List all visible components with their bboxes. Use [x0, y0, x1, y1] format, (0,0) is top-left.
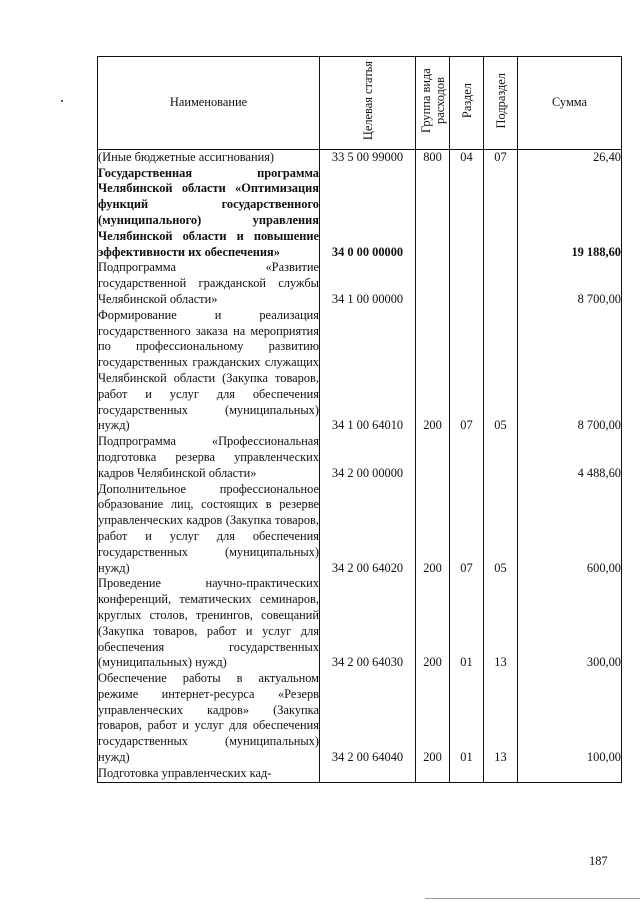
table-row	[98, 671, 622, 766]
table-row	[98, 308, 622, 434]
row-target-code: 34 2 00 64030	[320, 576, 416, 671]
scan-edge-line	[425, 898, 640, 899]
table-header-row	[98, 57, 622, 150]
header-name	[98, 57, 320, 150]
row-expense-group	[416, 434, 450, 481]
row-sum: 26,40	[518, 149, 622, 165]
table-row	[98, 260, 622, 307]
row-expense-group: 200	[416, 308, 450, 434]
header-sum-label: Сумма	[551, 95, 588, 109]
row-section: 07	[450, 482, 484, 577]
row-sum: 100,00	[518, 671, 622, 766]
header-section-label: Раздел	[459, 82, 474, 119]
row-subsection: 07	[484, 149, 518, 165]
row-section	[450, 766, 484, 782]
row-sum	[518, 766, 622, 782]
header-subsection-label: Подраздел	[493, 72, 508, 129]
row-target-code: 33 5 00 99000	[320, 149, 416, 165]
table-row	[98, 434, 622, 481]
row-name: (Иные бюджетные ассигнования)	[98, 149, 320, 165]
row-section: 07	[450, 308, 484, 434]
row-name: Дополнительное профессиональное образование лиц, состоящих в резерве управленческих кадров (Закупка товаров, работ и услуг для обеспечения государственных (муниципальных) нужд)	[98, 481, 319, 575]
header-sum	[518, 57, 622, 150]
row-sum: 4 488,60	[518, 434, 622, 481]
row-subsection: 13	[484, 576, 518, 671]
row-target-code	[320, 766, 416, 782]
header-group	[416, 57, 450, 150]
row-subsection: 05	[484, 308, 518, 434]
row-target-code: 34 0 00 00000	[320, 166, 416, 261]
page-number: 187	[589, 854, 608, 868]
row-sum: 8 700,00	[518, 260, 622, 307]
table-row	[98, 766, 622, 782]
row-target-code: 34 1 00 00000	[320, 260, 416, 307]
row-name: Подпрограмма «Развитие государственной гражданской службы Челябинской области»	[98, 260, 319, 306]
row-subsection: 05	[484, 482, 518, 577]
row-section	[450, 434, 484, 481]
row-subsection	[484, 166, 518, 261]
row-sum: 300,00	[518, 576, 622, 671]
row-expense-group	[416, 260, 450, 307]
row-subsection	[484, 766, 518, 782]
row-expense-group: 200	[416, 671, 450, 766]
row-expense-group: 200	[416, 482, 450, 577]
header-group-label: Группа вида расходов	[418, 68, 447, 133]
header-section	[450, 57, 484, 150]
row-target-code: 34 2 00 00000	[320, 434, 416, 481]
scan-speck	[61, 100, 63, 102]
budget-table	[97, 56, 622, 783]
row-target-code: 34 1 00 64010	[320, 308, 416, 434]
table-row	[98, 149, 622, 165]
row-section	[450, 166, 484, 261]
row-name: Обеспечение работы в актуальном режиме интернет-ресурса «Резерв управленческих кадров» (Закупка товаров, работ и услуг для обеспечения государственных (муниципальных) нужд)	[98, 671, 319, 765]
table-row	[98, 482, 622, 577]
row-section: 01	[450, 576, 484, 671]
row-section: 01	[450, 671, 484, 766]
row-name: Формирование и реализация государственного заказа на мероприятия по профессиональному развитию государственных гражданских служащих Челябинской области (Закупка товаров, работ и услуг для обеспечения государственных (муниципальных) нужд)	[98, 307, 319, 433]
row-sum: 8 700,00	[518, 308, 622, 434]
row-name: Проведение научно-практических конференций, тематических семинаров, круглых столов, тренингов, совещаний (Закупка товаров, работ и услуг для обеспечения государственных (муниципальных) нужд)	[98, 576, 319, 670]
table-row	[98, 166, 622, 261]
row-section	[450, 260, 484, 307]
row-subsection	[484, 434, 518, 481]
row-name: Подпрограмма «Профессиональная подготовка резерва управленческих кадров Челябинской области»	[98, 434, 319, 480]
row-section: 04	[450, 149, 484, 165]
header-target-label: Целевая статья	[360, 60, 375, 141]
row-name: Государственная программа Челябинской области «Оптимизация функций государственного (муниципального) управления Челябинской области и повышение эффективности их обеспечения»	[98, 165, 319, 259]
row-subsection	[484, 260, 518, 307]
row-subsection: 13	[484, 671, 518, 766]
row-expense-group	[416, 766, 450, 782]
row-target-code: 34 2 00 64020	[320, 482, 416, 577]
header-subsection	[484, 57, 518, 150]
row-sum: 600,00	[518, 482, 622, 577]
table-row	[98, 576, 622, 671]
row-name: Подготовка управленческих кад-	[98, 766, 320, 782]
row-expense-group: 800	[416, 149, 450, 165]
header-name-label: Наименование	[169, 95, 248, 109]
row-expense-group	[416, 166, 450, 261]
row-expense-group: 200	[416, 576, 450, 671]
header-target	[320, 57, 416, 150]
row-target-code: 34 2 00 64040	[320, 671, 416, 766]
row-sum: 19 188,60	[518, 166, 622, 261]
